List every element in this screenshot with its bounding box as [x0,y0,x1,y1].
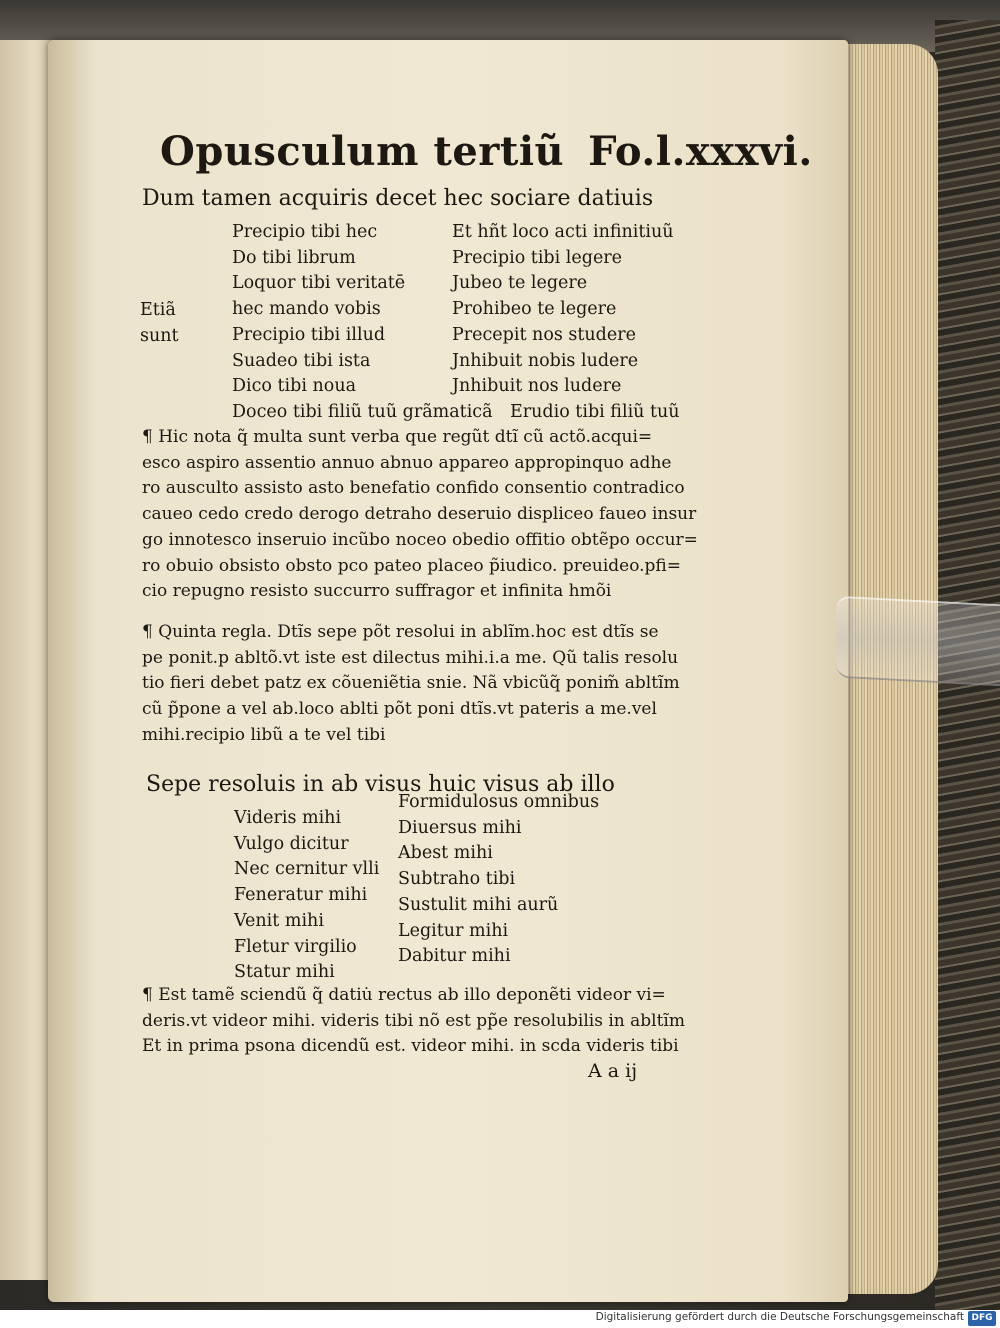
list1-right-item: Precepit nos studere [452,324,636,345]
list2-right-item: Formidulosus omnibus [398,792,600,812]
list1-right-item: Jubeo te legere [452,273,588,294]
list1-right-item: Jnhibuit nobis ludere [452,350,639,371]
list2-left-item: Videris mihi [234,808,342,828]
list1-left-item: Loquor tibi veritatē [232,273,406,294]
list2-right-item: Subtraho tibi [398,869,516,890]
verse-line-1: Dum tamen acquiris decet hec sociare datiuis [142,186,654,211]
paragraph-line: mihi.recipio libũ a te vel tibi [142,724,386,745]
list1-left-item: Suadeo tibi ista [232,350,371,371]
paragraph-line: cio repugno resisto succurro suffragor et infinita hmõi [142,581,612,602]
list1-right-item: Precipio tibi legere [452,247,623,268]
dfg-logo: DFG [968,1311,996,1326]
paragraph-line: Et in prima psona dicendũ est. videor mihi. in scda videris tibi [142,1036,679,1057]
list1-left-item: hec mando vobis [232,299,381,320]
running-head [160,128,813,175]
list2-left-item: Statur mihi [234,962,335,983]
list1-left-item: Dico tibi noua [232,376,357,397]
paragraph-3 [142,983,722,1060]
list2-left-column [234,806,379,986]
list1-margin-note [140,298,179,349]
list2-right-item: Abest mihi [398,843,493,864]
list2-right-item: Sustulit mihi aurũ [398,894,559,915]
list1-left-item: Precipio tibi illud [232,324,386,345]
list2-left-item: Feneratur mihi [234,885,368,906]
paragraph-line: deris.vt videor mihi. videris tibi nõ est pp̃e resolubilis in abltĩm [142,1010,685,1031]
paragraph-line: pe ponit.p abltõ.vt iste est dilectus mihi.i.a me. Qũ talis resolu [142,647,679,668]
margin-note-line: Etiã [140,300,176,320]
paragraph-2 [142,620,722,749]
running-head-title: Opusculum tertiũ [160,128,565,175]
list1-left-item: Doceo tibi filiũ tuũ grãmaticã [232,401,493,422]
footer-credit: Digitalisierung gefördert durch die Deutsche Forschungsgemeinschaft [595,1311,964,1323]
list1-right-item: Et hñt loco acti infinitiuũ [452,222,674,242]
glass-clamp [836,596,1000,687]
paragraph-line: caueo cedo credo derogo detraho deseruio displiceo faueo insur [142,504,697,525]
list2-left-item: Fletur virgilio [234,936,357,957]
list2-left-item: Nec cernitur vlli [234,859,380,880]
paragraph-line: ¶ Hic nota q̃ multa sunt verba que regũt dtĩ cũ actõ.acqui= [142,427,653,447]
list2-right-column [398,790,599,970]
paragraph-line: ¶ Est tamẽ sciendũ q̃ datiu̇ rectus ab illo deponẽti videor vi= [142,985,666,1005]
list2-right-item: Legitur mihi [398,920,509,941]
paragraph-line: tio fieri debet patz ex cõueniẽtia snie. Nã vbicũq̃ ponim̃ abltĩm [142,673,680,694]
paragraph-line: ¶ Quinta regla. Dtĩs sepe põt resolui in ablĩm.hoc est dtĩs se [142,622,659,642]
list1-left-item: Do tibi librum [232,247,356,268]
signature-mark: A a ij [588,1060,638,1082]
list1-right-item: Prohibeo te legere [452,299,617,320]
list1-right-column [452,220,680,426]
folio-number: Fo.l.xxxvi. [588,128,813,175]
paragraph-line: esco aspiro assentio annuo abnuo appareo appropinquo adhe [142,452,672,473]
list2-left-item: Vulgo dicitur [234,833,349,854]
verse-line-2: Sepe resoluis in ab visus huic visus ab illo [146,772,615,797]
margin-note-line: sunt [140,325,179,346]
paragraph-1 [142,425,722,605]
list1-right-item: Jnhibuit nos ludere [452,376,622,397]
list1-left-item: Precipio tibi hec [232,222,378,242]
paragraph-line: ro ausculto assisto asto benefatio confido consentio contradico [142,478,685,499]
footer-bar [0,1310,1000,1328]
paragraph-line: go innotesco inseruio incũbo noceo obedio offitio obtẽpo occur= [142,529,698,550]
list1-right-item: Erudio tibi filiũ tuũ [510,401,680,422]
paragraph-line: cũ p̃pone a vel ab.loco ablti põt poni dtĩs.vt pateris a me.vel [142,699,657,720]
list2-right-item: Dabitur mihi [398,946,511,967]
paragraph-line: ro obuio obsisto obsto pco pateo placeo p̃iudico. preuideo.pfi= [142,555,682,576]
list2-right-item: Diuersus mihi [398,817,522,838]
list2-left-item: Venit mihi [234,910,324,931]
